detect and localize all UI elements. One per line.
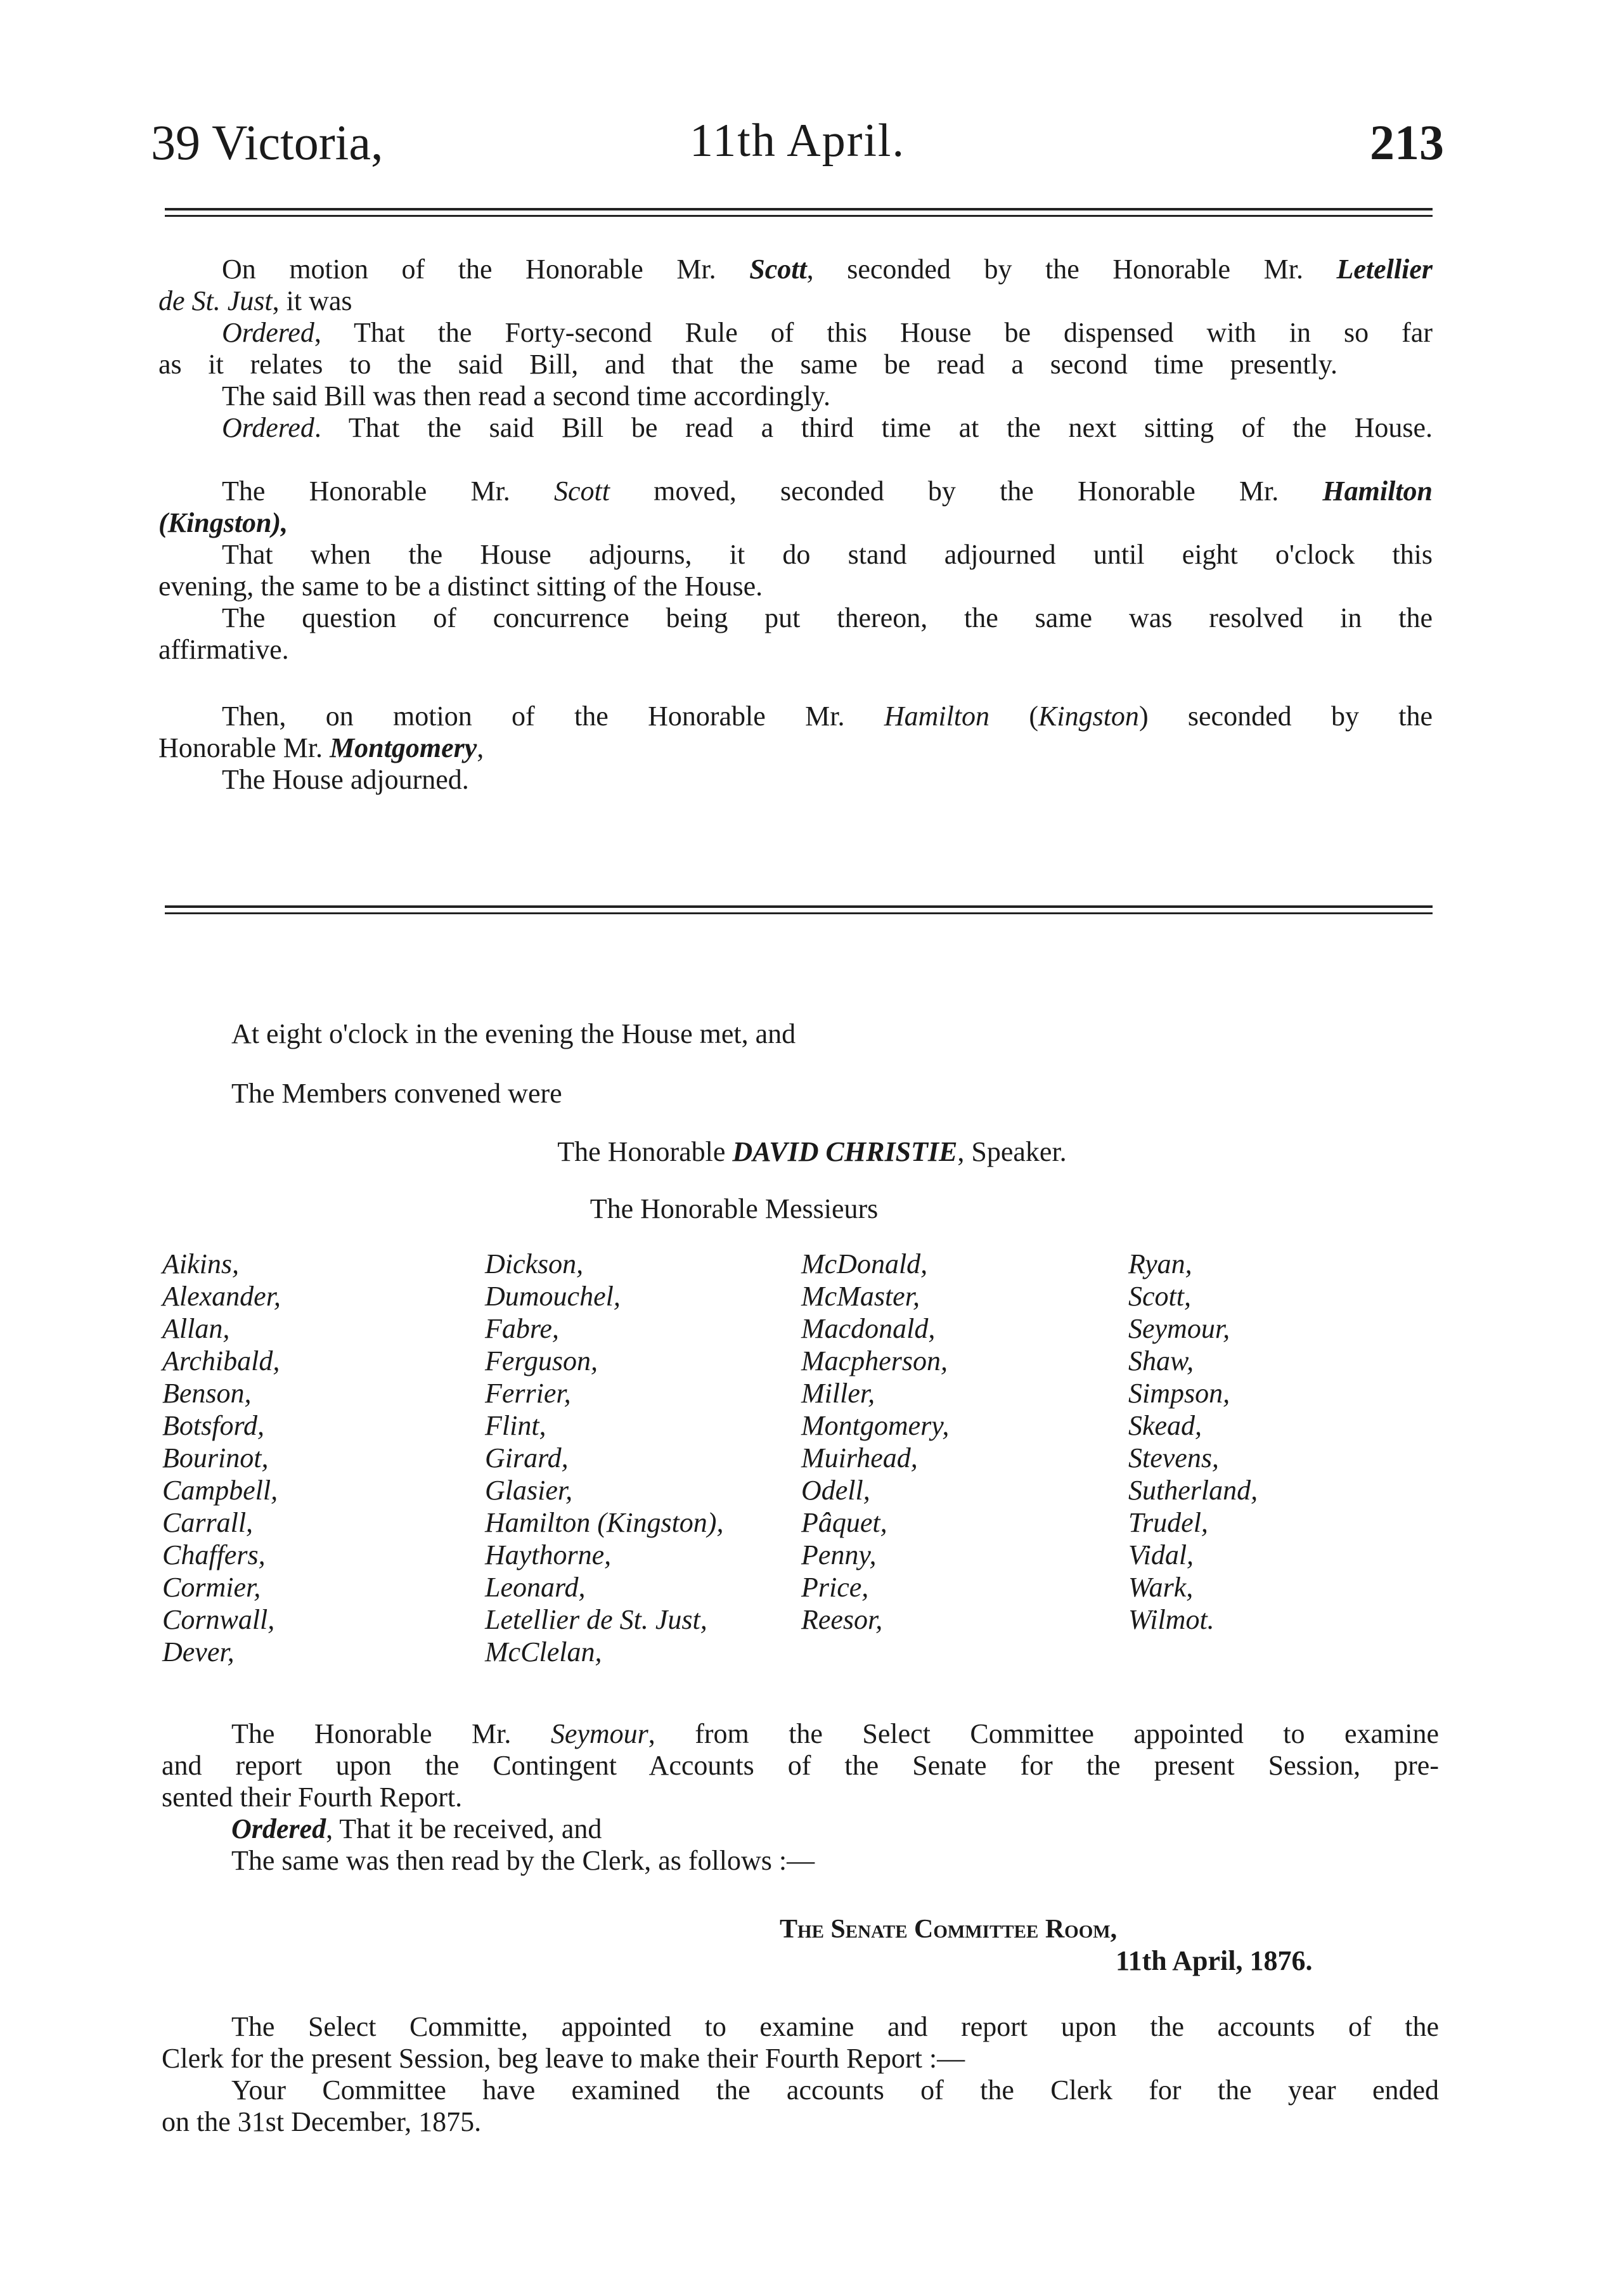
member-name: Scott, bbox=[1128, 1281, 1191, 1312]
second-reading-line: The said Bill was then read a second time accordingly. bbox=[222, 380, 830, 411]
messieurs-heading: The Honorable Messieurs bbox=[590, 1193, 879, 1224]
committee-room: The Senate Committee Room, bbox=[780, 1915, 1118, 1944]
member-name: Leonard, bbox=[485, 1572, 586, 1603]
member-name: Fabre, bbox=[485, 1313, 559, 1344]
header-rule bbox=[165, 208, 1433, 217]
member-name: McMaster, bbox=[801, 1281, 920, 1312]
member-name: Letellier de St. Just, bbox=[485, 1604, 707, 1635]
member-name: Penny, bbox=[801, 1539, 877, 1570]
member-name: McClelan, bbox=[485, 1636, 602, 1667]
concurrence-line-2: affirmative. bbox=[158, 634, 289, 665]
member-name: Skead, bbox=[1128, 1410, 1202, 1441]
member-name: Chaffers, bbox=[162, 1539, 266, 1570]
adjourned-line-2: Honorable Mr. Montgomery, bbox=[158, 732, 484, 763]
date-heading: 11th April. bbox=[690, 115, 905, 167]
members-column-3 bbox=[801, 1248, 949, 1636]
member-name: Carrall, bbox=[162, 1507, 254, 1538]
volume-label: 39 Victoria, bbox=[151, 115, 383, 170]
member-name: Allan, bbox=[162, 1313, 230, 1344]
member-name: Montgomery, bbox=[801, 1410, 950, 1441]
third-reading-line: Ordered. That the said Bill be read a third time at the next sitting of the House. bbox=[222, 412, 1433, 443]
page-number: 213 bbox=[1370, 115, 1444, 170]
report-date: 11th April, 1876. bbox=[1116, 1945, 1313, 1976]
member-name: Bourinot, bbox=[162, 1442, 269, 1473]
member-name: Pâquet, bbox=[801, 1507, 887, 1538]
members-convened-line: The Members convened were bbox=[231, 1078, 562, 1109]
member-name: Ryan, bbox=[1128, 1248, 1192, 1279]
member-name: Stevens, bbox=[1128, 1442, 1219, 1473]
report-line-2: and report upon the Contingent Accounts of the Senate for the present Session, pre- bbox=[162, 1750, 1439, 1781]
adjourn-motion-line-2: (Kingston), bbox=[158, 507, 288, 538]
member-name: Vidal, bbox=[1128, 1539, 1194, 1570]
member-name: Glasier, bbox=[485, 1475, 573, 1506]
adjourn-text-line-2: evening, the same to be a distinct sitting of the House. bbox=[158, 571, 763, 602]
member-name: Ferrier, bbox=[485, 1378, 571, 1409]
member-name: Haythorne, bbox=[485, 1539, 612, 1570]
member-name: Archibald, bbox=[162, 1345, 280, 1376]
member-name: Hamilton (Kingston), bbox=[485, 1507, 724, 1538]
member-name: Cornwall, bbox=[162, 1604, 275, 1635]
member-name: Wilmot. bbox=[1128, 1604, 1215, 1635]
adjourn-text-line-1: That when the House adjourns, it do stand adjourned until eight o'clock this bbox=[222, 539, 1433, 570]
member-name: Dever, bbox=[162, 1636, 235, 1667]
page-header bbox=[151, 114, 1444, 190]
report-line-3: sented their Fourth Report. bbox=[162, 1782, 463, 1813]
evening-sitting-line: At eight o'clock in the evening the House met, and bbox=[231, 1018, 796, 1049]
member-name: Alexander, bbox=[162, 1281, 281, 1312]
members-column-4 bbox=[1128, 1248, 1258, 1636]
member-name: Aikins, bbox=[162, 1248, 239, 1279]
member-name: Flint, bbox=[485, 1410, 546, 1441]
member-name: Botsford, bbox=[162, 1410, 264, 1441]
read-by-clerk-line: The same was then read by the Clerk, as follows :— bbox=[231, 1845, 815, 1876]
report-line-1: The Honorable Mr. Seymour, from the Select Committee appointed to examine bbox=[231, 1718, 1439, 1749]
motion-line-2: de St. Just, it was bbox=[158, 285, 352, 316]
received-line: Ordered, That it be received, and bbox=[231, 1813, 602, 1844]
ordered-line-1: Ordered, That the Forty-second Rule of this House be dispensed with in so far bbox=[222, 317, 1433, 348]
member-name: Miller, bbox=[801, 1378, 875, 1409]
section-rule bbox=[165, 905, 1433, 914]
member-name: Muirhead, bbox=[801, 1442, 918, 1473]
member-name: Cormier, bbox=[162, 1572, 261, 1603]
member-name: Girard, bbox=[485, 1442, 569, 1473]
ordered-line-2: as it relates to the said Bill, and that the same be read a second time presently. bbox=[158, 349, 1337, 380]
committee-line-2: Clerk for the present Session, beg leave to make their Fourth Report :— bbox=[162, 2043, 965, 2074]
member-name: Dumouchel, bbox=[485, 1281, 621, 1312]
speaker-line: The Honorable DAVID CHRISTIE, Speaker. bbox=[557, 1136, 1067, 1167]
member-name: Campbell, bbox=[162, 1475, 278, 1506]
member-name: Ferguson, bbox=[485, 1345, 598, 1376]
adjourned-line-1: Then, on motion of the Honorable Mr. Hamilton (Kingston) seconded by the bbox=[222, 701, 1433, 732]
member-name: Simpson, bbox=[1128, 1378, 1230, 1409]
members-column-1 bbox=[162, 1248, 281, 1668]
member-name: Trudel, bbox=[1128, 1507, 1208, 1538]
member-name: Seymour, bbox=[1128, 1313, 1230, 1344]
committee-line-3: Your Committee have examined the accounts of the Clerk for the year ended bbox=[231, 2075, 1439, 2106]
committee-line-1: The Select Committe, appointed to examine and report upon the accounts of the bbox=[231, 2011, 1439, 2042]
member-name: McDonald, bbox=[801, 1248, 928, 1279]
member-name: Odell, bbox=[801, 1475, 870, 1506]
member-name: Macpherson, bbox=[801, 1345, 948, 1376]
adjourn-motion-line-1: The Honorable Mr. Scott moved, seconded by the Honorable Mr. Hamilton bbox=[222, 476, 1433, 507]
motion-line-1: On motion of the Honorable Mr. Scott, seconded by the Honorable Mr. Letellier bbox=[222, 254, 1433, 285]
adjourned-line-3: The House adjourned. bbox=[222, 764, 469, 795]
member-name: Wark, bbox=[1128, 1572, 1194, 1603]
member-name: Shaw, bbox=[1128, 1345, 1194, 1376]
member-name: Price, bbox=[801, 1572, 869, 1603]
member-name: Macdonald, bbox=[801, 1313, 936, 1344]
member-name: Reesor, bbox=[801, 1604, 883, 1635]
member-name: Benson, bbox=[162, 1378, 252, 1409]
committee-line-4: on the 31st December, 1875. bbox=[162, 2106, 482, 2137]
member-name: Dickson, bbox=[485, 1248, 584, 1279]
concurrence-line-1: The question of concurrence being put thereon, the same was resolved in the bbox=[222, 602, 1433, 633]
member-name: Sutherland, bbox=[1128, 1475, 1258, 1506]
members-column-2 bbox=[485, 1248, 723, 1668]
